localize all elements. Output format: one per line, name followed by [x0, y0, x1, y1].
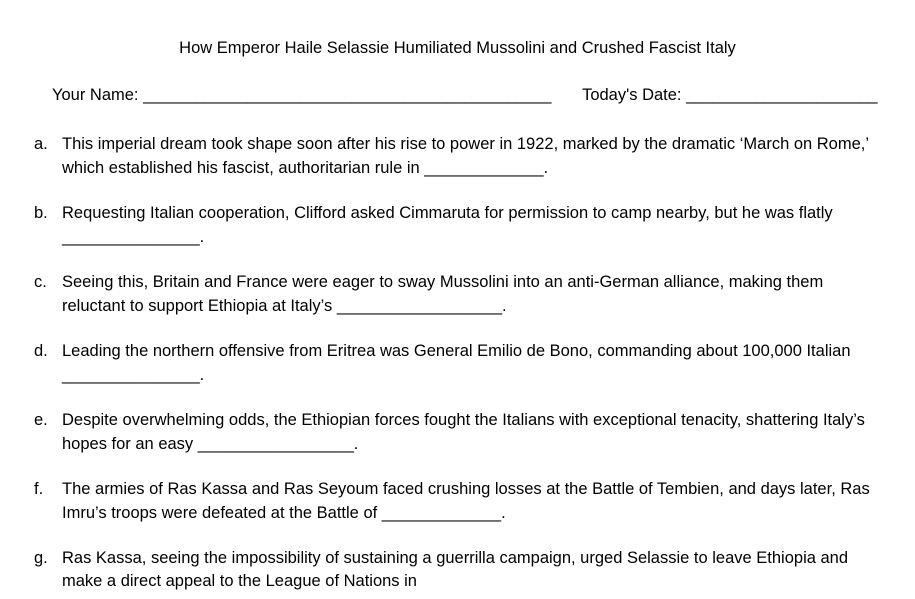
date-blank-line[interactable]: ______________________: [686, 86, 877, 105]
list-item: [32, 271, 885, 319]
list-item: [32, 340, 885, 388]
question-text: The armies of Ras Kassa and Ras Seyoum faced crushing losses at the Battle of Tembien, and days later, Ras Imru’s troops were defeated at the Battle of _____________.: [62, 479, 870, 522]
question-marker: f.: [34, 479, 44, 498]
question-marker: a.: [34, 135, 48, 154]
question-text: Seeing this, Britain and France were eager to sway Mussolini into an anti-German alliance, making them reluctant to support Ethiopia at Italy’s __________________.: [62, 273, 824, 316]
list-item: [32, 547, 885, 595]
question-text: Leading the northern offensive from Eritrea was General Emilio de Bono, commanding about 100,000 Italian _______________.: [62, 341, 851, 384]
question-list: [0, 133, 915, 594]
name-label: Your Name:: [52, 86, 139, 105]
question-marker: c.: [34, 273, 47, 292]
list-item: [32, 133, 885, 181]
question-marker: g.: [34, 548, 48, 567]
question-text: Ras Kassa, seeing the impossibility of sustaining a guerrilla campaign, urged Selassie to leave Ethiopia and make a direct appeal to the League of Nations in: [62, 548, 849, 591]
question-marker: e.: [34, 410, 48, 429]
question-text: Requesting Italian cooperation, Clifford asked Cimmaruta for permission to camp nearby, but he was flatly _______________.: [62, 204, 833, 247]
date-label: Today's Date:: [582, 86, 682, 105]
question-marker: b.: [34, 204, 48, 223]
page-title: How Emperor Haile Selassie Humiliated Mussolini and Crushed Fascist Italy: [179, 39, 736, 57]
name-blank-line[interactable]: _______________________________________________: [143, 86, 551, 105]
list-item: [32, 478, 885, 526]
question-marker: d.: [34, 341, 48, 360]
list-item: [32, 409, 885, 457]
question-text: This imperial dream took shape soon after his rise to power in 1922, marked by the dramatic ‘March on Rome,’ which established his fascist, authoritarian rule in _____________.: [62, 135, 869, 178]
question-text: Despite overwhelming odds, the Ethiopian forces fought the Italians with exceptional tenacity, shattering Italy’s hopes for an easy _________________.: [62, 410, 865, 453]
name-date-row: [0, 86, 915, 105]
list-item: [32, 202, 885, 250]
